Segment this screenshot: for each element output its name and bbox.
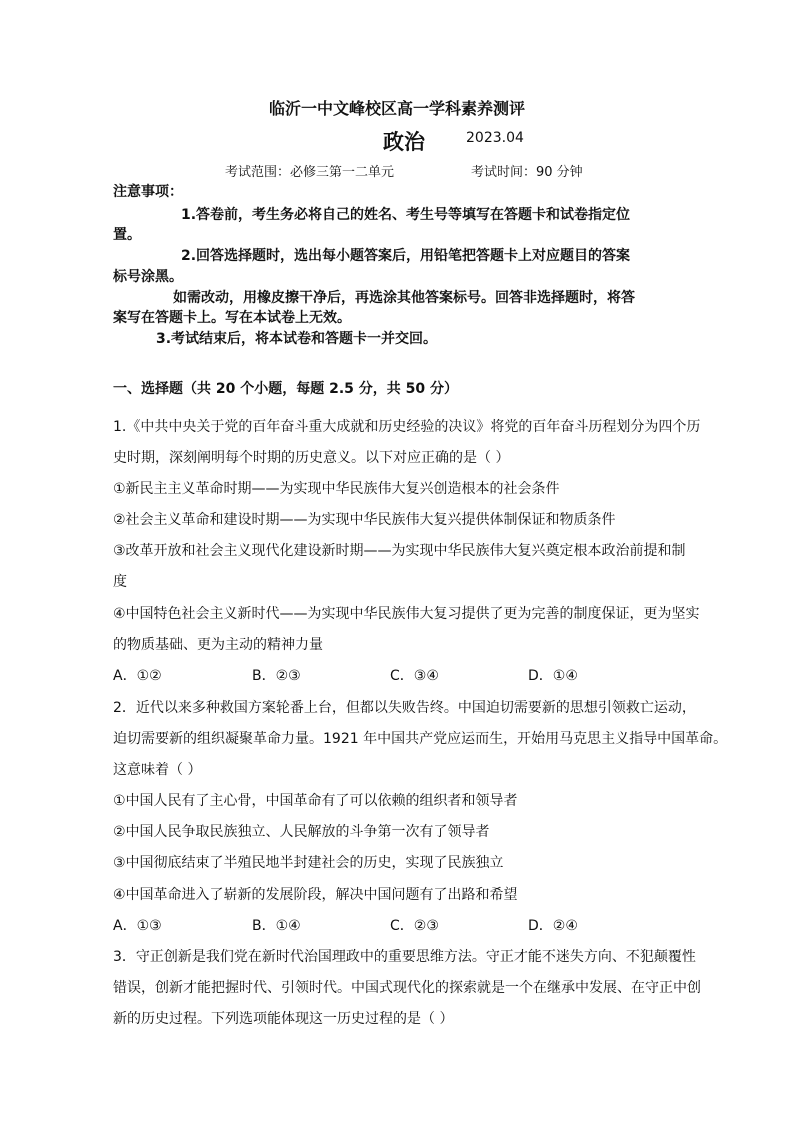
option-b[interactable]: B．①④ [252,918,301,934]
exam-scope: 考试范围：必修三第一二单元 [225,165,395,180]
option-d[interactable]: D．①④ [528,668,578,684]
question-2-statement: ③中国彻底结束了半殖民地半封建社会的历史，实现了民族独立 [113,855,504,871]
question-2-stem: 迫切需要新的组织凝聚革命力量。1921 年中国共产党应运而生，开始用马克思主义指导中国革命。 [113,731,728,747]
note-line: 3.考试结束后，将本试卷和答题卡一并交回。 [156,331,438,347]
question-1-statement: 的物质基础、更为主动的精神力量 [113,637,323,653]
question-1-stem: 史时期，深刻阐明每个时期的历史意义。以下对应正确的是（ ） [113,450,510,466]
notes-heading: 注意事项： [113,184,183,200]
question-1-stem: 1.《中共中央关于党的百年奋斗重大成就和历史经验的决议》将党的百年奋斗历程划分为四个历 [113,419,701,435]
question-2-stem: 这意味着（ ） [113,762,202,778]
option-c[interactable]: C．②③ [390,918,439,934]
note-line: 1.答卷前，考生务必将自己的姓名、考生号等填写在答题卡和试卷指定位 [181,207,631,223]
note-line: 案写在答题卡上。写在本试卷上无效。 [113,310,351,326]
option-a[interactable]: A．①② [113,668,162,684]
question-1-statement: ②社会主义革命和建设时期——为实现中华民族伟大复兴提供体制保证和物质条件 [113,512,616,528]
exam-date: 2023.04 [466,130,524,146]
option-a[interactable]: A．①③ [113,918,162,934]
note-line: 置。 [113,227,141,243]
note-line: 如需改动，用橡皮擦干净后，再选涂其他答案标号。回答非选择题时，将答 [173,290,635,306]
option-b[interactable]: B．②③ [252,668,301,684]
question-2-statement: ④中国革命进入了崭新的发展阶段，解决中国问题有了出路和希望 [113,887,518,903]
school-title: 临沂一中文峰校区高一学科素养测评 [268,99,525,118]
question-1-statement: ③改革开放和社会主义现代化建设新时期——为实现中华民族伟大复兴奠定根本政治前提和制 [113,543,686,559]
question-3-stem: 3．守正创新是我们党在新时代治国理政中的重要思维方法。守正才能不迷失方向、不犯颠覆性 [113,949,696,965]
subject-title: 政治 [383,130,425,154]
exam-time: 考试时间：90 分钟 [471,165,583,180]
question-2-statement: ②中国人民争取民族独立、人民解放的斗争第一次有了领导者 [113,824,490,840]
note-line: 2.回答选择题时，选出每小题答案后，用铅笔把答题卡上对应题目的答案 [181,248,631,264]
question-1-statement: 度 [113,574,127,590]
option-c[interactable]: C．③④ [390,668,439,684]
question-2-stem: 2．近代以来多种救国方案轮番上台，但都以失败告终。中国迫切需要新的思想引领救亡运动， [113,700,696,716]
option-d[interactable]: D．②④ [528,918,578,934]
question-1-statement: ④中国特色社会主义新时代——为实现中华民族伟大复习提供了更为完善的制度保证，更为坚实 [113,606,700,622]
question-3-stem: 新的历史过程。下列选项能体现这一历史过程的是（ ） [113,1011,454,1027]
question-2-statement: ①中国人民有了主心骨，中国革命有了可以依赖的组织者和领导者 [113,793,518,809]
question-3-stem: 错误，创新才能把握时代、引领时代。中国式现代化的探索就是一个在继承中发展、在守正中创 [113,980,701,996]
question-1-statement: ①新民主主义革命时期——为实现中华民族伟大复兴创造根本的社会条件 [113,481,560,497]
question-1-options [113,665,713,685]
question-2-options [113,915,713,935]
note-line: 标号涂黑。 [113,269,183,285]
section-title: 一、选择题（共 20 个小题，每题 2.5 分，共 50 分） [113,381,459,397]
